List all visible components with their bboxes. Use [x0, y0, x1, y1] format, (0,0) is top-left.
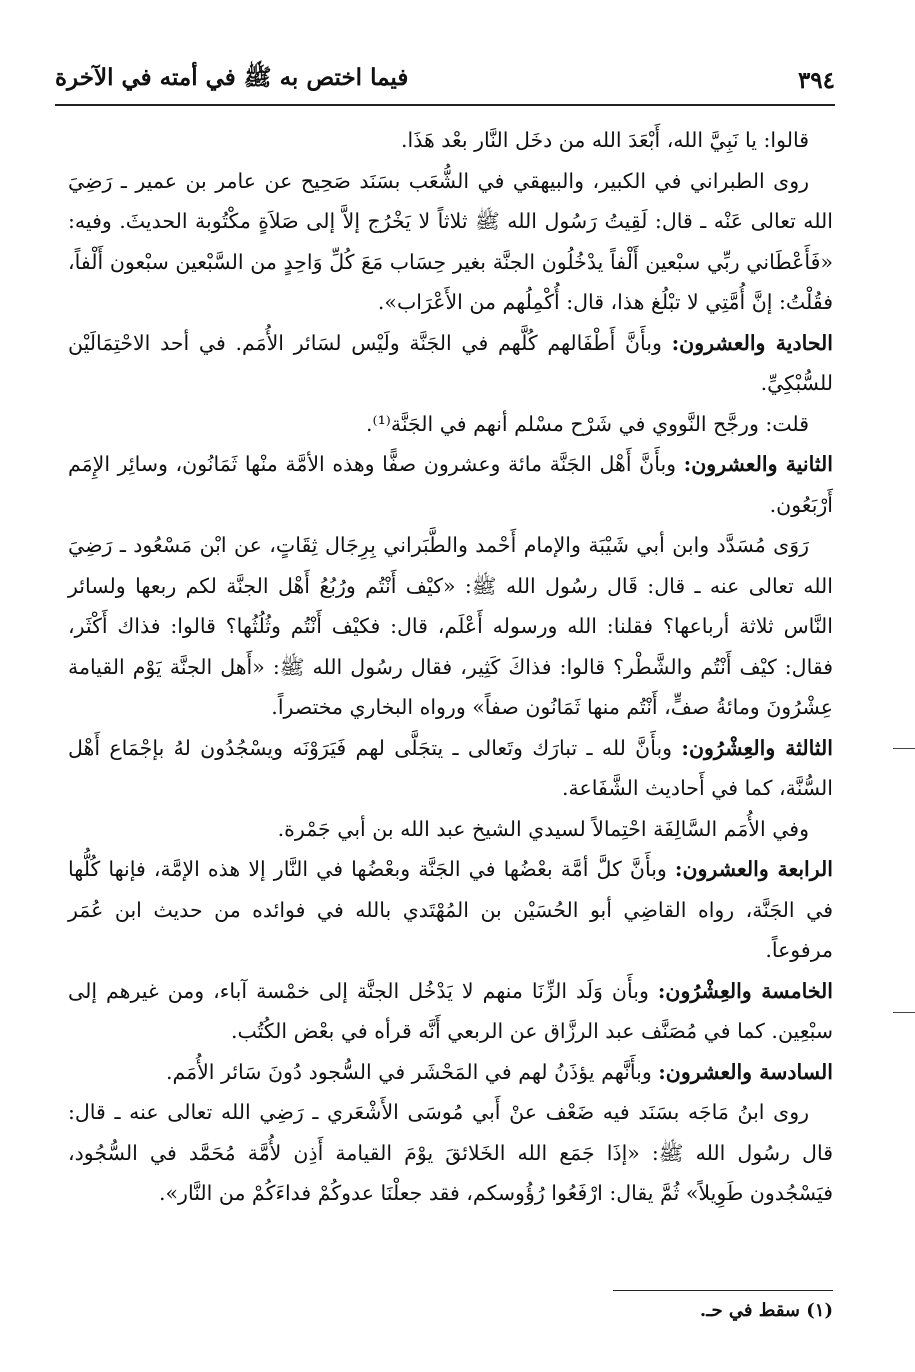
paragraph — [68, 525, 833, 728]
paragraph — [68, 849, 833, 971]
paragraph-text: قلت: ورجَّح النَّووي في شَرْح مسْلم أنهم في الجَنَّة⁽¹⁾. — [366, 411, 809, 436]
paragraph-text: قالوا: يا نَبِيَّ الله، أَبْعَدَ الله من دخَل النَّار بعْد هَذَا. — [400, 128, 809, 152]
paragraph-lead: الثانية والعشرون: — [683, 452, 833, 476]
paragraph-text: وبأَنَّ كلَّ أمَّة بعْضُها في الجَنَّة وبعْضُها في النَّار إلا هذه الإمَّة، فإنها كُلُّها في الجَنَّة، رواه القاضِي أبو الحُسَيْن بن المُهْتَدي بالله في فوائده من حديث ابن عُمَر مرفوعاً. — [68, 857, 833, 962]
paragraph-text: وفي الأُمَم السَّالِفَة احْتِمالاً لسيدي الشيخ عبد الله بن أبي جَمْرة. — [277, 816, 809, 841]
paragraph — [68, 120, 833, 161]
paragraph-text: وبأَنَّهم يؤذَنُ لهم في المَحْشَر في السُّجود دُونَ سَائر الأُمَم. — [165, 1059, 659, 1084]
footnote: (١) سقط في حـ. — [699, 1300, 833, 1321]
page-number: ٣٩٤ — [797, 66, 835, 94]
paragraph-lead: الحادية والعشرون: — [671, 330, 833, 355]
paragraph — [68, 323, 833, 404]
paragraph-lead: الخامسة والعِشْرُون: — [657, 978, 833, 1003]
running-title: فيما اختص به ﷺ في أمته في الآخرة — [55, 64, 409, 91]
paragraph — [68, 971, 833, 1052]
paragraph-text: وبأَنَّ لله ـ تبارَك وتَعالى ـ يتجَلَّى لهم فَيَرَوْنَه ويسْجُدُون لهُ بإجْمَاع أَهْل السُّنَّة، كما في أَحاديث الشَّفَاعة. — [68, 735, 833, 800]
margin-mark — [893, 1012, 915, 1013]
paragraph-lead: الثالثة والعِشْرُون: — [681, 735, 833, 760]
paragraph-text: وبأَن وَلَد الزِّنَا منهم لا يَدْخُل الجنَّة إلى خمْسة آباء، ومن غيرهم إلى سبْعِين. كما في مُصَنَّف عبد الرزَّاق عن الربعي أَنَّه قرأه في بعْض الكُتُب. — [68, 978, 833, 1043]
header-rule — [55, 104, 835, 106]
paragraph — [68, 404, 833, 445]
page-header — [55, 60, 835, 100]
paragraph-lead: السادسة والعشرون: — [658, 1059, 833, 1084]
paragraph — [68, 809, 833, 850]
paragraph-text: وبأَنَّ أَطْفَالهم كُلَّهم في الجَنَّة ولَيْس لسَائر الأُمَم. في أحد الاحْتِمَالَيْن للسُّبْكِيِّ. — [68, 330, 833, 395]
paragraph-lead: الرابعة والعشرون: — [674, 857, 833, 881]
paragraph — [68, 1052, 833, 1093]
paragraph — [68, 1092, 833, 1214]
paragraph — [68, 444, 833, 525]
paragraph — [68, 728, 833, 809]
paragraph-text: روى الطبراني في الكبير، والبيهقي في الشُّعَب بسَنَد صَحِيح عن عامر بن عمير ـ رَضِيَ الله تعالى عَنْه ـ قال: لَقِيتُ رَسُول الله ﷺ ثلاثاً لا يَخْرُج إلاَّ إلى صَلاَةٍ مكْتُوبة الحديثَ. وفيه: «فَأَعْطَاني ربِّي سبْعين أَلْفاً يدْخُلُون الجنَّة بغير حِسَاب مَعَ كُلِّ وَاحِدٍ من السَّبْعين سبْعون أَلْفاً، فقُلْتُ: إنَّ أُمَّتِي لا تبْلُغ هذا، قال: أُكْمِلُهم من الأَعْرَاب». — [68, 168, 833, 314]
paragraph-text: وبأَنَّ أَهْل الجَنَّة مائة وعشرون صفًّا وهذه الأمَّة منْها ثَمَانُون، وسائِر الإِمَم أَرْبَعُون. — [68, 452, 833, 517]
paragraph — [68, 161, 833, 323]
footnote-rule — [613, 1290, 833, 1291]
paragraph-text: رَوَى مُسَدَّد وابن أبي شَيْبَة والإمام أَحْمد والطَّبَراني بِرِجَال ثِقَاتٍ، عن ابْن مَسْعُود ـ رَضِيَ الله تعالى عنه ـ قال: قَال رسُول الله ﷺ: «كيْف أَنْتُم ورُبُعُ أَهْل الجنَّة لكم ربعها ولسائر النَّاس ثلاثة أرباعها؟ فقلنا: الله ورسوله أَعْلَم، قال: فكيْف أَنْتُم وثُلُثُها؟ قالوا: فذاك أَكْثَر، فقال: كيْف أَنْتُم والشَّطْر؟ قالوا: فذاكَ كَثِير، فقال رسُول الله ﷺ: «أَهل الجنَّة يَوْم القيامة عِشْرُونَ ومائةُ صفٍّ، أَنْتُم منها ثَمَانُون صفاً» ورواه البخاري مختصراً. — [68, 533, 833, 719]
paragraph-text: روى ابنُ مَاجَه بسَنَد فيه ضَعْف عنْ أَبي مُوسَى الأَشْعَري ـ رَضِي الله تعالى عنه ـ قال: قال رسُول الله ﷺ: «إذَا جَمَع الله الخَلائقَ يوْمَ القيامة أَذِن لأُمَّة مُحَمَّد في السُّجُود، فيَسْجُدون طَوِيلاً» ثُمَّ يقال: ارْفَعُوا رُؤُوسكم، فقد جعلْنَا عدوكُمْ فداءَكُمْ من النَّار». — [68, 1100, 833, 1205]
margin-mark — [893, 748, 915, 749]
main-text — [68, 120, 833, 1214]
